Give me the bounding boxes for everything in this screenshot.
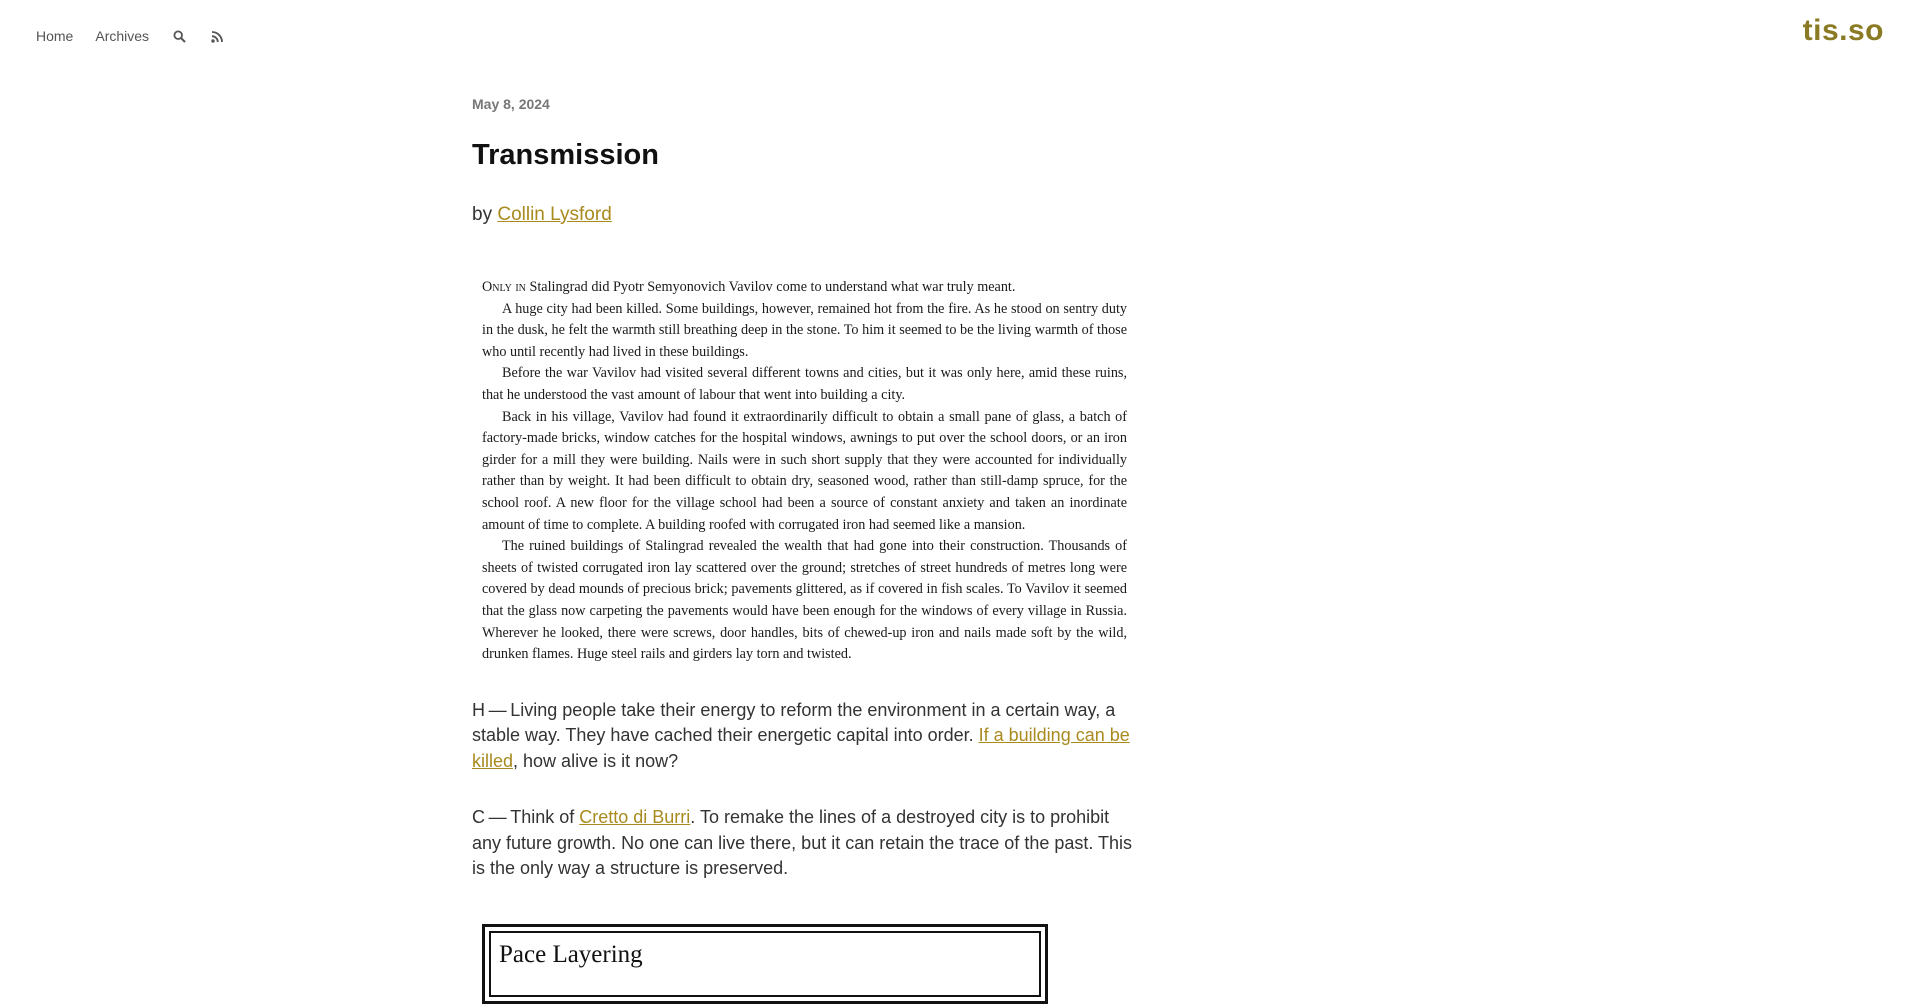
author-link[interactable]: Collin Lysford [497, 204, 612, 225]
byline [472, 204, 1136, 226]
c-paragraph: C — Think of Cretto di Burri. To remake the lines of a destroyed city is to prohibit any future growth. No one can live there, but it can retain the trace of the past. This is the only way a structure is preserved. [472, 807, 1133, 879]
nav-home-link[interactable]: Home [36, 28, 74, 44]
search-icon[interactable] [171, 28, 187, 44]
site-logo[interactable]: tis.so [1802, 14, 1884, 47]
article [472, 96, 1136, 1004]
building-killed-link[interactable]: If a building can be killed [472, 725, 1130, 771]
pace-layering-figure [482, 924, 1048, 1004]
rss-icon[interactable] [209, 28, 225, 44]
h-paragraph: H — Living people take their energy to reform the environment in a certain way, a stable way. They have cached their energetic capital into order. If a building can be killed, how alive is it now? [472, 699, 1130, 771]
excerpt-paragraph: Back in his village, Vavilov had found it extraordinarily difficult to obtain a small pane of glass, a batch of factory-made bricks, window catches for the hospital windows, awnings to put over the school doors, or an iron girder for a mill they were building. Nails were in such short supply that they were accounted for individually rather than by weight. It had been difficult to obtain dry, seasoned wood, rather than still-damp spruce, for the school roof. A new floor for the village school had been a source of constant anxiety and taken an inordinate amount of time to complete. A building roofed with corrugated iron had seemed like a mansion. [482, 408, 1127, 533]
figure-title: Pace Layering [489, 931, 1041, 997]
byline-prefix: by [472, 204, 498, 225]
excerpt-paragraph: A huge city had been killed. Some buildings, however, remained hot from the fire. As he stood on sentry duty in the dusk, he felt the warmth still breathing deep in the stone. To him it seemed to be the living warmth of those who until recently had lived in these buildings. [482, 300, 1127, 360]
excerpt-paragraph: The ruined buildings of Stalingrad revealed the wealth that had gone into their construction. Thousands of sheets of twisted corrugated iron lay scattered over the ground; stretches of street hundreds of metres long were covered by dead mounds of precious brick; pavements glittered, as if covered in fish scales. To Vavilov it seemed that the glass now carpeting the pavements would have been enough for the windows of every village in Russia. Wherever he looked, there were screws, door handles, bits of chewed-up iron and nails made soft by the wild, drunken flames. Huge steel rails and girders lay torn and twisted. [482, 538, 1127, 663]
excerpt-smallcaps: Only in [482, 279, 526, 295]
post-date: May 8, 2024 [472, 96, 550, 112]
excerpt-paragraph: Only in Stalingrad did Pyotr Semyonovich Vavilov come to understand what war truly meant. [482, 279, 1016, 295]
book-excerpt-image [472, 277, 1127, 666]
post-title: Transmission [472, 139, 659, 171]
top-nav [36, 28, 247, 44]
nav-archives-link[interactable]: Archives [95, 28, 150, 44]
excerpt-paragraph: Before the war Vavilov had visited several different towns and cities, but it was only here, amid these ruins, that he understood the vast amount of labour that went into building a city. [482, 365, 1127, 403]
cretto-di-burri-link[interactable]: Cretto di Burri [579, 807, 691, 828]
